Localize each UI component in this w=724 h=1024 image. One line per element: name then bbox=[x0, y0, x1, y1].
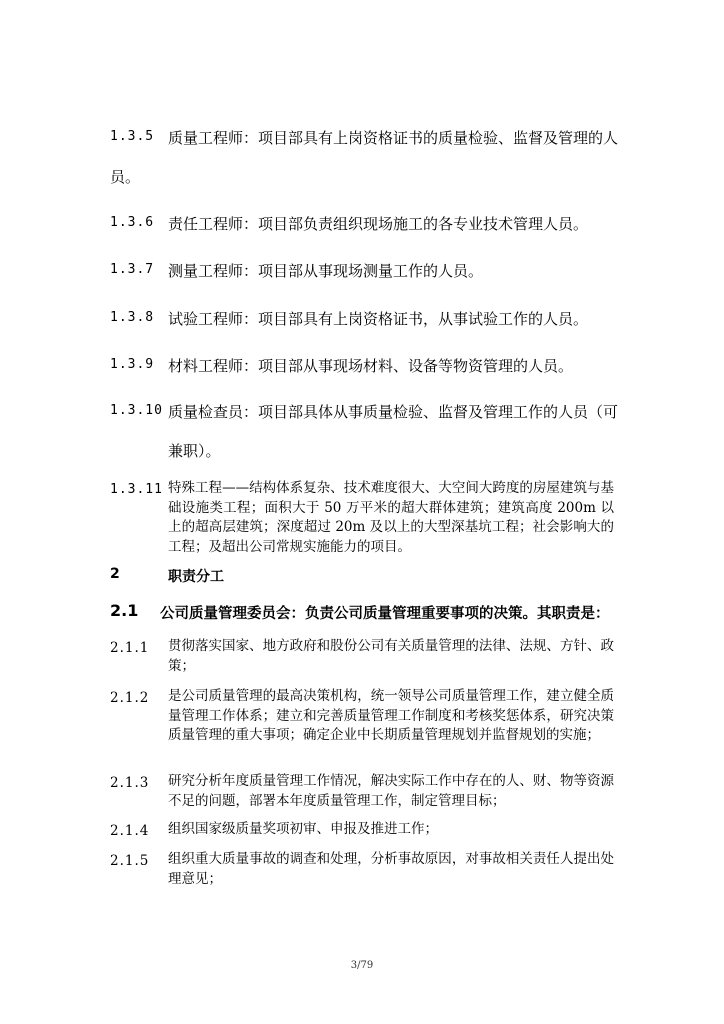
clause-text: 测量工程师：项目部从事现场测量工作的人员。 bbox=[168, 262, 484, 280]
section-number: 2 bbox=[110, 566, 120, 582]
duty-number: 2.1.4 bbox=[110, 823, 150, 839]
duty-text: 是公司质量管理的最高决策机构，统一领导公司质量管理工作，建立健全质量管理工作体系；建立和完善质量管理工作制度和考核奖惩体系，研究决策质量管理的重大事项；确定企业中长期质量管理规划并监督规划的实施； bbox=[168, 688, 614, 743]
section-title: 职责分工 bbox=[168, 569, 224, 585]
clause-number: 1.3.8 bbox=[110, 310, 155, 325]
duty-text: 组织国家级质量奖项初审、申报及推进工作； bbox=[168, 821, 438, 837]
duty-number: 2.1.3 bbox=[110, 775, 150, 791]
clause-number: 1.3.9 bbox=[110, 357, 155, 372]
duty-number: 2.1.2 bbox=[110, 690, 150, 706]
duty-text: 贯彻落实国家、地方政府和股份公司有关质量管理的法律、法规、方针、政策； bbox=[168, 638, 614, 674]
clause-text: 质量检查员：项目部具体从事质量检验、监督及管理工作的人员（可 bbox=[168, 403, 619, 421]
clause-number: 1.3.7 bbox=[110, 262, 155, 277]
section-number: 2.1 bbox=[110, 601, 139, 620]
clause-text: 试验工程师：项目部具有上岗资格证书，从事试验工作的人员。 bbox=[168, 310, 589, 328]
clause-number: 1.3.10 bbox=[110, 403, 163, 418]
clause-text: 材料工程师：项目部从事现场材料、设备等物资管理的人员。 bbox=[168, 357, 574, 375]
clause-text: 特殊工程——结构体系复杂、技术难度很大、大空间大跨度的房屋建筑与基础设施类工程；面积大于 50 万平米的超大群体建筑；建筑高度 200m 以上的超高层建筑；深度超过 20m 及以上的大型深基坑工程；社会影响大的工程；及超出公司常规实施能力的项目。 bbox=[168, 480, 614, 555]
clause-number: 1.3.5 bbox=[110, 129, 155, 144]
clause-number: 1.3.6 bbox=[110, 215, 155, 230]
section-title: 公司质量管理委员会：负责公司质量管理重要事项的决策。其职责是： bbox=[160, 606, 610, 622]
duty-number: 2.1.5 bbox=[110, 853, 150, 869]
clause-number: 1.3.11 bbox=[110, 482, 163, 497]
duty-text: 研究分析年度质量管理工作情况，解决实际工作中存在的人、财、物等资源不足的问题，部署本年度质量管理工作，制定管理目标； bbox=[168, 773, 614, 809]
duty-number: 2.1.1 bbox=[110, 640, 150, 656]
duty-text: 组织重大质量事故的调查和处理，分析事故原因，对事故相关责任人提出处理意见； bbox=[168, 851, 614, 887]
clause-text: 责任工程师：项目部负责组织现场施工的各专业技术管理人员。 bbox=[168, 215, 589, 233]
clause-text-continued: 兼职）。 bbox=[168, 442, 221, 460]
clause-text: 质量工程师：项目部具有上岗资格证书的质量检验、监督及管理的人 bbox=[168, 129, 619, 147]
page-number: 3/79 bbox=[350, 960, 374, 971]
clause-text-continued: 员。 bbox=[110, 168, 141, 186]
